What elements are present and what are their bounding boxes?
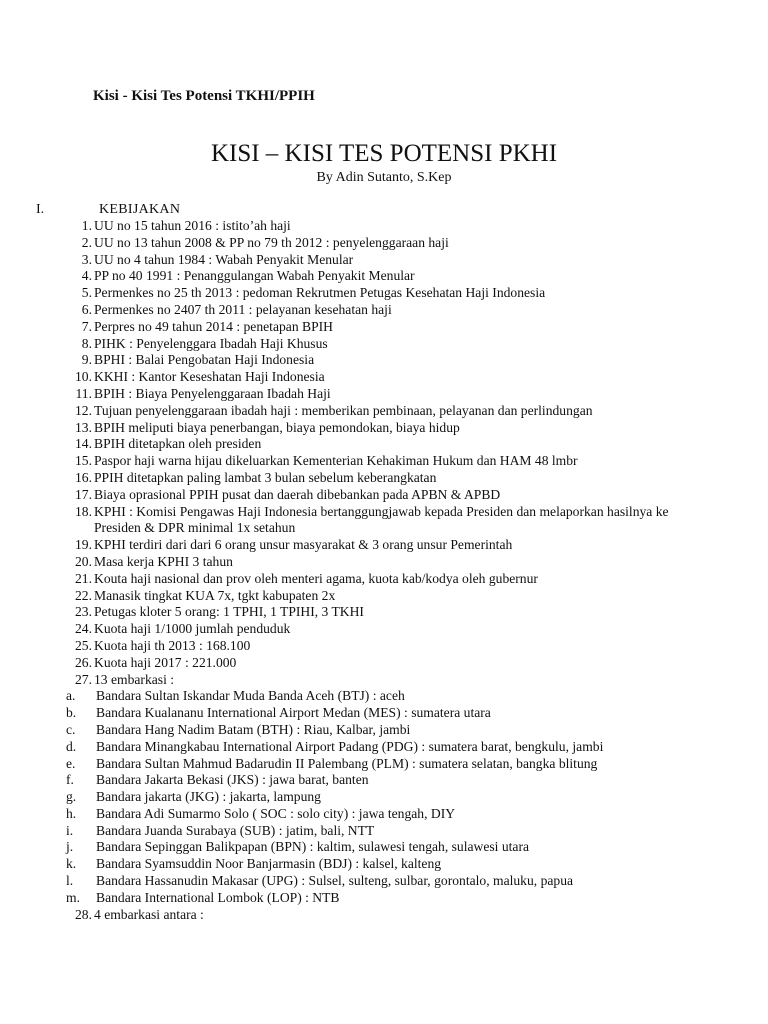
list-item [0, 554, 768, 571]
list-item-number: 8. [81, 335, 92, 351]
list-item [0, 470, 768, 487]
list-item-text: PIHK : Penyelenggara Ibadah Haji Khusus [94, 335, 328, 351]
embarkation-item [0, 789, 768, 806]
list-item-text: Masa kerja KPHI 3 tahun [94, 553, 233, 569]
embarkation-item [0, 772, 768, 789]
list-item-number: 4. [81, 268, 92, 284]
embarkation-letter: i. [66, 822, 74, 838]
list-item-number: 13. [75, 419, 92, 435]
list-item-text: BPHI : Balai Pengobatan Haji Indonesia [94, 352, 315, 368]
list-item-text: BPIH ditetapkan oleh presiden [94, 436, 262, 452]
embarkation-text: Bandara jakarta (JKG) : jakarta, lampung [96, 789, 321, 805]
list-item-text: PP no 40 1991 : Penanggulangan Wabah Penyakit Menular [94, 268, 415, 284]
embarkation-item [0, 739, 768, 756]
list-item-text: UU no 13 tahun 2008 & PP no 79 th 2012 : penyelenggaraan haji [94, 234, 449, 250]
list-item-text: UU no 4 tahun 1984 : Wabah Penyakit Menular [94, 251, 354, 267]
list-item-text: Petugas kloter 5 orang: 1 TPHI, 1 TPIHI, 3 TKHI [94, 604, 364, 620]
list-item-number: 14. [75, 436, 92, 452]
embarkation-letter: e. [66, 755, 76, 771]
list-item [0, 420, 768, 437]
list-item [0, 621, 768, 638]
embarkation-letter: g. [66, 789, 77, 805]
embarkation-item [0, 873, 768, 890]
list-item-text: KPHI terdiri dari dari 6 orang unsur masyarakat & 3 orang unsur Pemerintah [94, 537, 513, 553]
list-item [0, 285, 768, 302]
embarkation-item [0, 705, 768, 722]
list-item-text: KPHI : Komisi Pengawas Haji Indonesia bertanggungjawab kepada Presiden dan melaporkan hasilnya ke Presiden & DPR minimal 1x setahun [94, 503, 669, 536]
list-item-number: 12. [75, 402, 92, 418]
list-item-text: UU no 15 tahun 2016 : istito’ah haji [94, 218, 291, 233]
list-item-number: 23. [75, 604, 92, 620]
header-title: Kisi - Kisi Tes Potensi TKHI/PPIH [93, 88, 315, 104]
list-item-number: 18. [75, 503, 92, 519]
embarkation-text: Bandara Syamsuddin Noor Banjarmasin (BDJ) : kalsel, kalteng [96, 856, 442, 872]
embarkation-text: Bandara Sepinggan Balikpapan (BPN) : kaltim, sulawesi tengah, sulawesi utara [96, 839, 530, 855]
list-item-text: Kuota haji th 2013 : 168.100 [94, 637, 251, 653]
list-item [0, 319, 768, 336]
list-item-number: 5. [81, 285, 92, 301]
list-item [0, 604, 768, 621]
list-item-number: 20. [75, 553, 92, 569]
list-item-text: KKHI : Kantor Keseshatan Haji Indonesia [94, 369, 325, 385]
embarkation-text: Bandara Jakarta Bekasi (JKS) : jawa barat, banten [96, 772, 369, 788]
list-item-number: 2. [81, 234, 92, 250]
list-item [0, 218, 768, 235]
embarkation-letter: a. [66, 688, 76, 704]
list-item [0, 504, 768, 538]
list-item-text: Kuota haji 1/1000 jumlah penduduk [94, 621, 291, 637]
list-item-text: Perpres no 49 tahun 2014 : penetapan BPIH [94, 318, 333, 334]
list-item-text: PPIH ditetapkan paling lambat 3 bulan sebelum keberangkatan [94, 469, 437, 485]
embarkation-item [0, 806, 768, 823]
embarkation-text: Bandara Minangkabau International Airport Padang (PDG) : sumatera barat, bengkulu, jambi [96, 738, 604, 754]
list-item-number: 21. [75, 570, 92, 586]
list-item-number: 22. [75, 587, 92, 603]
list-item-number: 11. [75, 385, 92, 401]
list-item [0, 588, 768, 605]
list-item-text: Biaya oprasional PPIH pusat dan daerah dibebankan pada APBN & APBD [94, 486, 501, 502]
list-item-text: Permenkes no 25 th 2013 : pedoman Rekrutmen Petugas Kesehatan Haji Indonesia [94, 285, 546, 301]
embarkation-item [0, 722, 768, 739]
list-item [0, 386, 768, 403]
list-item [0, 907, 768, 924]
list-item-text: Kuota haji 2017 : 221.000 [94, 654, 237, 670]
embarkation-text: Bandara Juanda Surabaya (SUB) : jatim, bali, NTT [96, 822, 375, 838]
embarkation-letter: d. [66, 738, 77, 754]
list-item-text: Permenkes no 2407 th 2011 : pelayanan kesehatan haji [94, 301, 392, 317]
list-item-number: 10. [75, 369, 92, 385]
list-item [0, 336, 768, 353]
list-item [0, 436, 768, 453]
list-item [0, 672, 768, 689]
section-numeral: I. [36, 202, 45, 217]
list-item-number: 16. [75, 469, 92, 485]
list-item [0, 403, 768, 420]
list-item-number: 3. [81, 251, 92, 267]
main-title: KISI – KISI TES POTENSI PKHI [210, 140, 558, 167]
list-item-text: Manasik tingkat KUA 7x, tgkt kabupaten 2x [94, 587, 336, 603]
list-item-text: BPIH : Biaya Penyelenggaraan Ibadah Haji [94, 385, 331, 401]
list-item-number: 25. [75, 637, 92, 653]
list-item-number: 17. [75, 486, 92, 502]
embarkation-text: Bandara Hassanudin Makasar (UPG) : Sulsel, sulteng, sulbar, gorontalo, maluku, papua [96, 873, 574, 889]
embarkation-letter: b. [66, 705, 77, 721]
embarkation-letter: h. [66, 805, 77, 821]
list-item-number: 6. [81, 301, 92, 317]
embarkation-text: Bandara Adi Sumarmo Solo ( SOC : solo city) : jawa tengah, DIY [96, 805, 456, 821]
list-item [0, 268, 768, 285]
list-item-text: Paspor haji warna hijau dikeluarkan Kementerian Kehakiman Hukum dan HAM 48 lmbr [94, 453, 578, 469]
list-item-number: 27. [75, 671, 92, 687]
list-item-number: 28. [75, 906, 92, 922]
list-item [0, 638, 768, 655]
list-item-number: 19. [75, 537, 92, 553]
embarkation-item [0, 756, 768, 773]
list-item [0, 571, 768, 588]
list-item [0, 537, 768, 554]
author-byline: By Adin Sutanto, S.Kep [316, 170, 452, 185]
embarkation-letter: k. [66, 856, 77, 872]
embarkation-letter: j. [66, 839, 74, 855]
section-title: KEBIJAKAN [99, 202, 181, 217]
embarkation-letter: l. [66, 873, 74, 889]
embarkation-text: Bandara International Lombok (LOP) : NTB [96, 889, 340, 905]
embarkation-text: Bandara Sultan Mahmud Badarudin II Palembang (PLM) : sumatera selatan, bangka blitung [96, 755, 598, 771]
embarkation-text: Bandara Sultan Iskandar Muda Banda Aceh (BTJ) : aceh [96, 688, 405, 704]
list-item-number: 1. [81, 218, 92, 233]
embarkation-letter: m. [66, 889, 80, 905]
list-item-text: 4 embarkasi antara : [94, 906, 204, 922]
list-item [0, 453, 768, 470]
list-item-number: 24. [75, 621, 92, 637]
list-item [0, 369, 768, 386]
embarkation-text: Bandara Hang Nadim Batam (BTH) : Riau, Kalbar, jambi [96, 721, 411, 737]
embarkation-letter: f. [66, 772, 74, 788]
list-item [0, 252, 768, 269]
embarkation-text: Bandara Kualananu International Airport Medan (MES) : sumatera utara [96, 705, 491, 721]
list-item [0, 235, 768, 252]
embarkation-item [0, 688, 768, 705]
list-item-number: 15. [75, 453, 92, 469]
list-item-text: Tujuan penyelenggaraan ibadah haji : memberikan pembinaan, pelayanan dan perlindungan [94, 402, 593, 418]
list-item-text: Kouta haji nasional dan prov oleh menteri agama, kuota kab/kodya oleh gubernur [94, 570, 538, 586]
list-item-number: 9. [81, 352, 92, 368]
list-item [0, 302, 768, 319]
embarkation-item [0, 856, 768, 873]
embarkation-letter: c. [66, 721, 76, 737]
list-item [0, 655, 768, 672]
embarkation-item [0, 890, 768, 907]
embarkation-item [0, 839, 768, 856]
embarkation-item [0, 823, 768, 840]
list-item-text: 13 embarkasi : [94, 671, 175, 687]
list-item-number: 26. [75, 654, 92, 670]
list-item-number: 7. [81, 318, 92, 334]
list-item [0, 487, 768, 504]
policy-list [0, 218, 768, 923]
list-item [0, 352, 768, 369]
list-item-text: BPIH meliputi biaya penerbangan, biaya pemondokan, biaya hidup [94, 419, 460, 435]
